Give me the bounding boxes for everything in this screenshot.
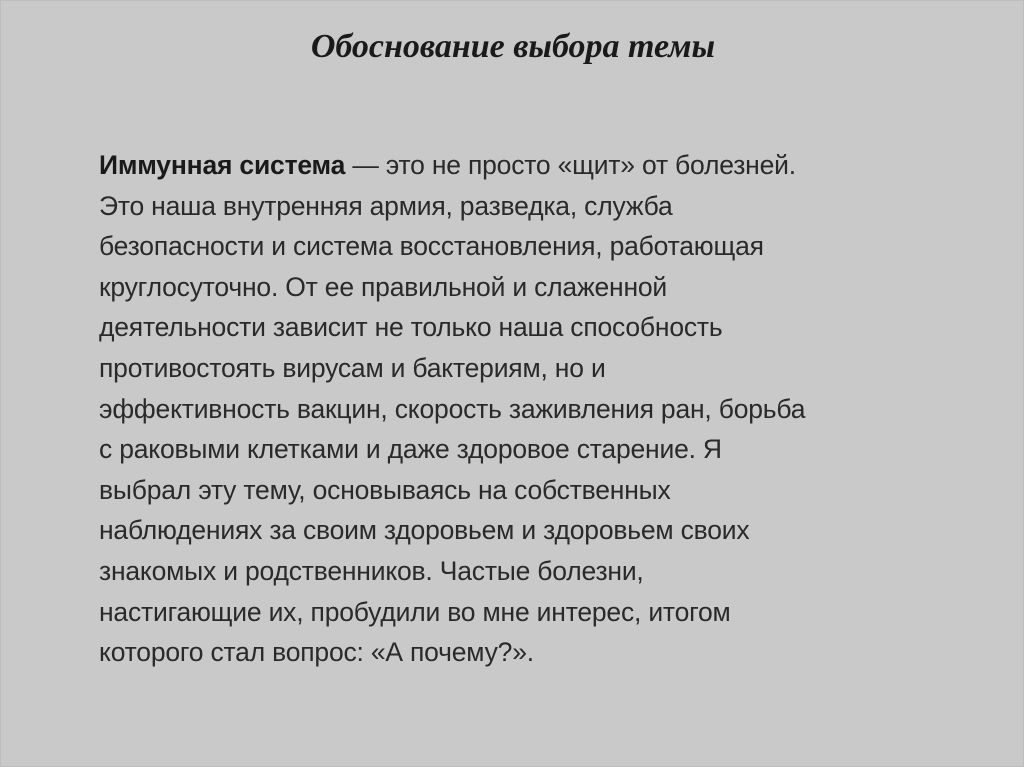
paragraph-line: Это наша внутренняя армия, разведка, служба (99, 190, 673, 221)
body-paragraph (99, 145, 949, 673)
paragraph-line: противостоять вирусам и бактериям, но и (99, 352, 606, 383)
paragraph-line: эффективность вакцин, скорость заживления ран, борьба (99, 393, 806, 424)
paragraph-line: круглосуточно. От ее правильной и слаженной (99, 271, 668, 302)
paragraph-line: деятельности зависит не только наша способность (99, 312, 723, 343)
paragraph-line: которого стал вопрос: «А почему?». (99, 637, 534, 668)
first-line-text: — это не просто «щит» от болезней. (345, 150, 796, 180)
slide-title: Обоснование выбора темы (310, 28, 716, 65)
paragraph-line: безопасности и система восстановления, работающая (99, 231, 764, 262)
paragraph-line: наблюдениях за своим здоровьем и здоровьем своих (99, 515, 750, 546)
paragraph-line-1 (99, 145, 949, 186)
paragraph-line: настигающие их, пробудили во мне интерес, итогом (99, 596, 731, 627)
paragraph-line: с раковыми клетками и даже здоровое старение. Я (99, 434, 722, 465)
paragraph-line: знакомых и родственников. Частые болезни, (99, 555, 644, 586)
highlighted-term: Иммунная система (99, 150, 346, 180)
paragraph-line: выбрал эту тему, основываясь на собственных (99, 474, 671, 505)
